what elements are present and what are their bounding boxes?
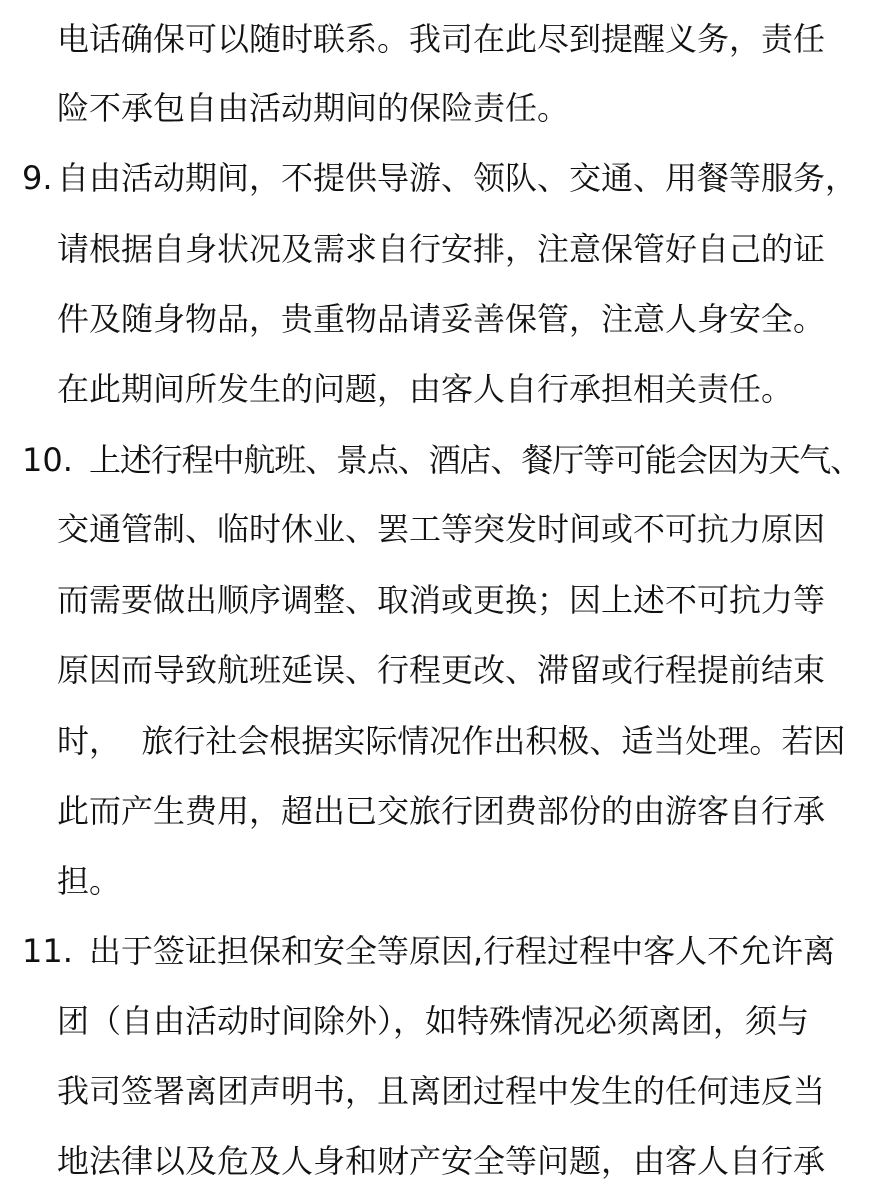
- paragraph-line: [0, 846, 890, 916]
- line-text: 原因而导致航班延误、行程更改、滞留或行程提前结束: [57, 651, 826, 689]
- paragraph-line: [0, 284, 890, 354]
- paragraph-line: [0, 776, 890, 846]
- line-text: 上述行程中航班、景点、酒店、餐厅等可能会因为天气、: [89, 441, 862, 479]
- paragraph-line: [0, 565, 890, 635]
- line-text: 而需要做出顺序调整、取消或更换；因上述不可抗力等: [57, 581, 826, 619]
- paragraph-line: [0, 354, 890, 424]
- line-text: 交通管制、临时休业、罢工等突发时间或不可抗力原因: [57, 510, 826, 548]
- paragraph-line: [0, 1056, 890, 1126]
- line-text: 我司签署离团声明书，且离团过程中发生的任何违反当: [57, 1072, 826, 1110]
- line-text: 件及随身物品，贵重物品请妥善保管，注意人身安全。: [57, 300, 826, 338]
- paragraph-line: [0, 706, 890, 776]
- line-text: 此而产生费用，超出已交旅行团费部份的由游客自行承: [57, 792, 826, 830]
- paragraph-line: [0, 4, 890, 74]
- item-number: 11.: [22, 932, 73, 970]
- line-text: 在此期间所发生的问题，由客人自行承担相关责任。: [57, 370, 794, 408]
- line-text: 担。: [57, 862, 122, 900]
- line-text: 请根据自身状况及需求自行安排，注意保管好自己的证: [57, 230, 826, 268]
- item-number: 9.: [22, 159, 53, 197]
- line-text: 时， 旅行社会根据实际情况作出积极、适当处理。若因: [57, 722, 846, 760]
- line-text: 电话确保可以随时联系。我司在此尽到提醒义务，责任: [57, 20, 826, 58]
- line-text: 险不承包自由活动期间的保险责任。: [57, 89, 570, 127]
- paragraph-line: [0, 986, 890, 1056]
- line-text: 出于签证担保和安全等原因,行程过程中客人不允许离: [89, 932, 836, 970]
- line-text: 团（自由活动时间除外），如特殊情况必须离团，须与: [57, 1002, 810, 1040]
- item-number: 10.: [22, 441, 73, 479]
- list-item-11: [0, 916, 890, 986]
- list-item-9: [0, 143, 890, 213]
- paragraph-line: [0, 214, 890, 284]
- paragraph-line: [0, 1126, 890, 1196]
- list-item-10: [0, 425, 890, 495]
- line-text: 地法律以及危及人身和财产安全等问题，由客人自行承: [57, 1142, 826, 1180]
- paragraph-line: [0, 73, 890, 143]
- paragraph-line: [0, 494, 890, 564]
- paragraph-line: [0, 635, 890, 705]
- line-text: 自由活动期间，不提供导游、领队、交通、用餐等服务，: [57, 159, 858, 197]
